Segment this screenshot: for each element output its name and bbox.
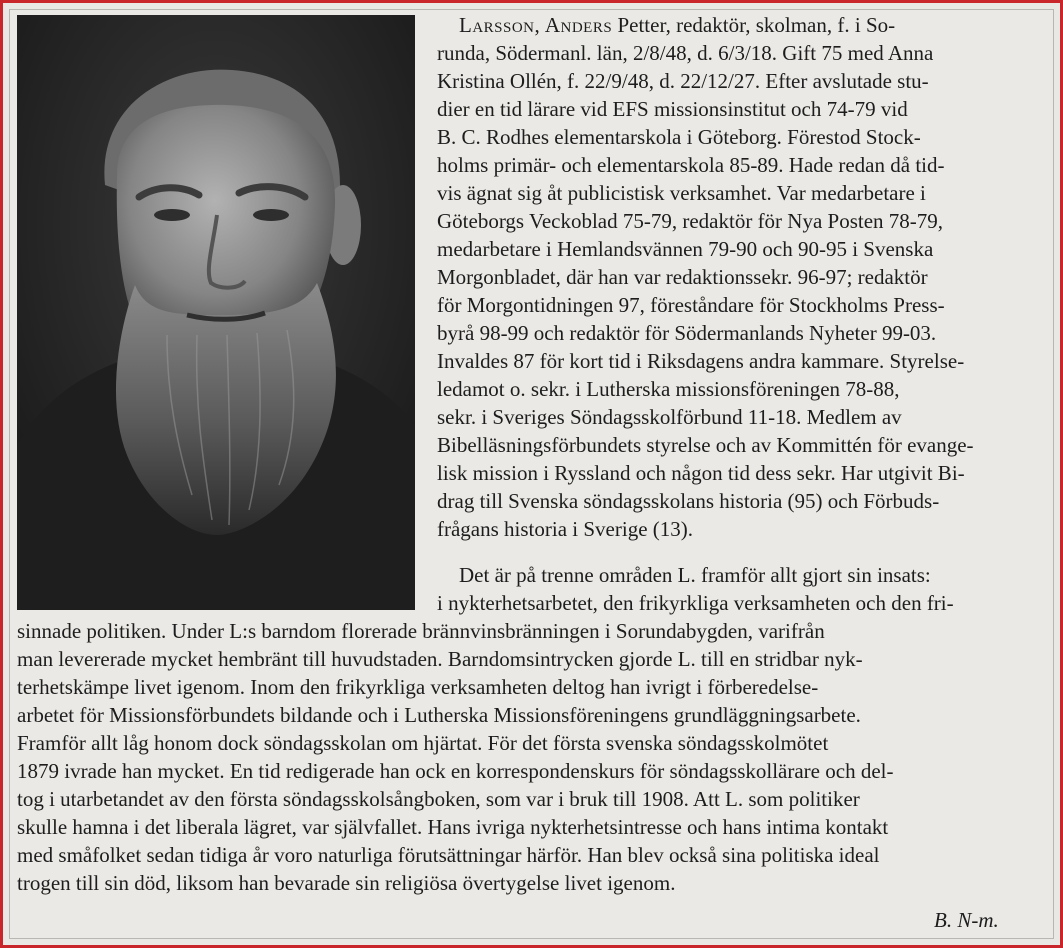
- portrait-photo-icon: [17, 15, 415, 610]
- portrait-photo: [17, 15, 415, 610]
- author-signature: B. N-m.: [934, 908, 999, 932]
- text-line: drag till Svenska söndagsskolans historia (95) och Förbuds-: [437, 489, 940, 513]
- text-line: B. C. Rodhes elementarskola i Göteborg. Förestod Stock-: [437, 125, 921, 149]
- text-line: för Morgontidningen 97, föreståndare för Stockholms Press-: [437, 293, 945, 317]
- article-first-line: [459, 11, 895, 39]
- text-line: lisk mission i Ryssland och någon tid dess sekr. Har utgivit Bi-: [437, 461, 965, 485]
- text-line: 1879 ivrade han mycket. En tid redigerade han ock en korrespondenskurs för söndagsskollärare och del-: [17, 759, 894, 783]
- headword: Larsson, Anders: [459, 13, 613, 37]
- text-line: terhetskämpe livet igenom. Inom den frikyrkliga verksamheten deltog han ivrigt i förberedelse-: [17, 675, 819, 699]
- text-line: tog i utarbetandet av den första söndagsskolsångboken, som var i bruk till 1908. Att L. som politiker: [17, 787, 860, 811]
- text-line: skulle hamna i det liberala lägret, var självfallet. Hans ivriga nykterhetsintresse och hans intima kontakt: [17, 815, 889, 839]
- text-line: Kristina Ollén, f. 22/9/48, d. 22/12/27. Efter avslutade stu-: [437, 69, 929, 93]
- text-line: vis ägnat sig åt publicistisk verksamhet. Var medarbetare i: [437, 181, 926, 205]
- text-line: frågans historia i Sverige (13).: [437, 517, 694, 541]
- text-line: Petter, redaktör, skolman, f. i So-: [617, 13, 896, 37]
- text-line: Framför allt låg honom dock söndagsskolan om hjärtat. För det första svenska söndagsskolmötet: [17, 731, 829, 755]
- text-line: dier en tid lärare vid EFS missionsinstitut och 74-79 vid: [437, 97, 908, 121]
- text-line: sinnade politiken. Under L:s barndom florerade brännvinsbränningen i Sorundabygden, varifrån: [17, 619, 825, 643]
- text-line: i nykterhetsarbetet, den frikyrkliga verksamheten och den fri-: [437, 591, 954, 615]
- text-line: ledamot o. sekr. i Lutherska missionsföreningen 78-88,: [437, 377, 900, 401]
- text-line: byrå 98-99 och redaktör för Södermanlands Nyheter 99-03.: [437, 321, 937, 345]
- text-line: Bibelläsningsförbundets styrelse och av Kommittén för evange-: [437, 433, 974, 457]
- text-line: Invaldes 87 för kort tid i Riksdagens andra kammare. Styrelse-: [437, 349, 965, 373]
- text-line: holms primär- och elementarskola 85-89. Hade redan då tid-: [437, 153, 945, 177]
- text-line: medarbetare i Hemlandsvännen 79-90 och 90-95 i Svenska: [437, 237, 934, 261]
- text-line: arbetet för Missionsförbundets bildande och i Lutherska Missionsföreningens grundläggningsarbete.: [17, 703, 861, 727]
- text-line: trogen till sin död, liksom han bevarade sin religiösa övertygelse livet igenom.: [17, 871, 676, 895]
- text-line: runda, Södermanl. län, 2/8/48, d. 6/3/18. Gift 75 med Anna: [437, 41, 934, 65]
- text-line: Det är på trenne områden L. framför allt gjort sin insats:: [459, 563, 931, 587]
- text-line: man levererade mycket hembränt till huvudstaden. Barndomsintrycken gjorde L. till en stridbar nyk-: [17, 647, 863, 671]
- text-line: med småfolket sedan tidiga år voro naturliga förutsättningar härför. Han blev också sina politiska ideal: [17, 843, 880, 867]
- text-line: Morgonbladet, där han var redaktionssekr. 96-97; redaktör: [437, 265, 928, 289]
- text-line: Göteborgs Veckoblad 75-79, redaktör för Nya Posten 78-79,: [437, 209, 944, 233]
- text-line: sekr. i Sveriges Söndagsskolförbund 11-18. Medlem av: [437, 405, 902, 429]
